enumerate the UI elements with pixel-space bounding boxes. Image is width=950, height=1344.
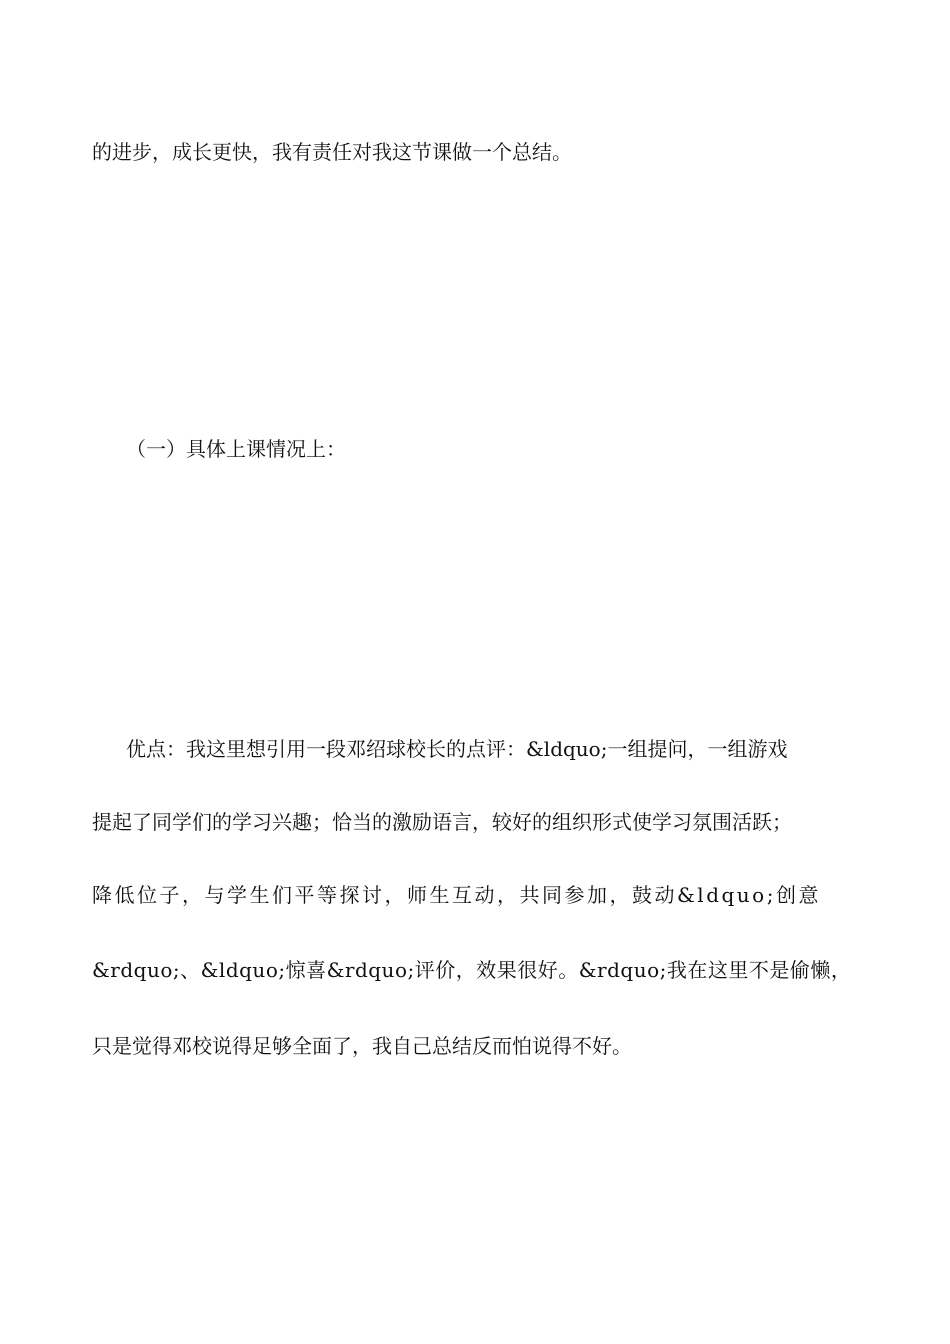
- paragraph-line: 只是觉得邓校说得足够全面了，我自己总结反而怕说得不好。: [92, 1034, 632, 1058]
- paragraph-line: 的进步，成长更快，我有责任对我这节课做一个总结。: [92, 140, 572, 164]
- paragraph-line: 优点：我这里想引用一段邓绍球校长的点评：&ldquo;一组提问，一组游戏: [126, 737, 788, 761]
- paragraph-line: 降低位子，与学生们平等探讨，师生互动，共同参加，鼓动&ldquo;创意: [92, 883, 821, 907]
- paragraph-line: &rdquo;、&ldquo;惊喜&rdquo;评价，效果很好。&rdquo;我在这里不是偷懒，: [92, 958, 852, 982]
- paragraph-line: 提起了同学们的学习兴趣；恰当的激励语言，较好的组织形式使学习氛围活跃；: [92, 810, 792, 834]
- section-heading: （一）具体上课情况上：: [126, 437, 346, 461]
